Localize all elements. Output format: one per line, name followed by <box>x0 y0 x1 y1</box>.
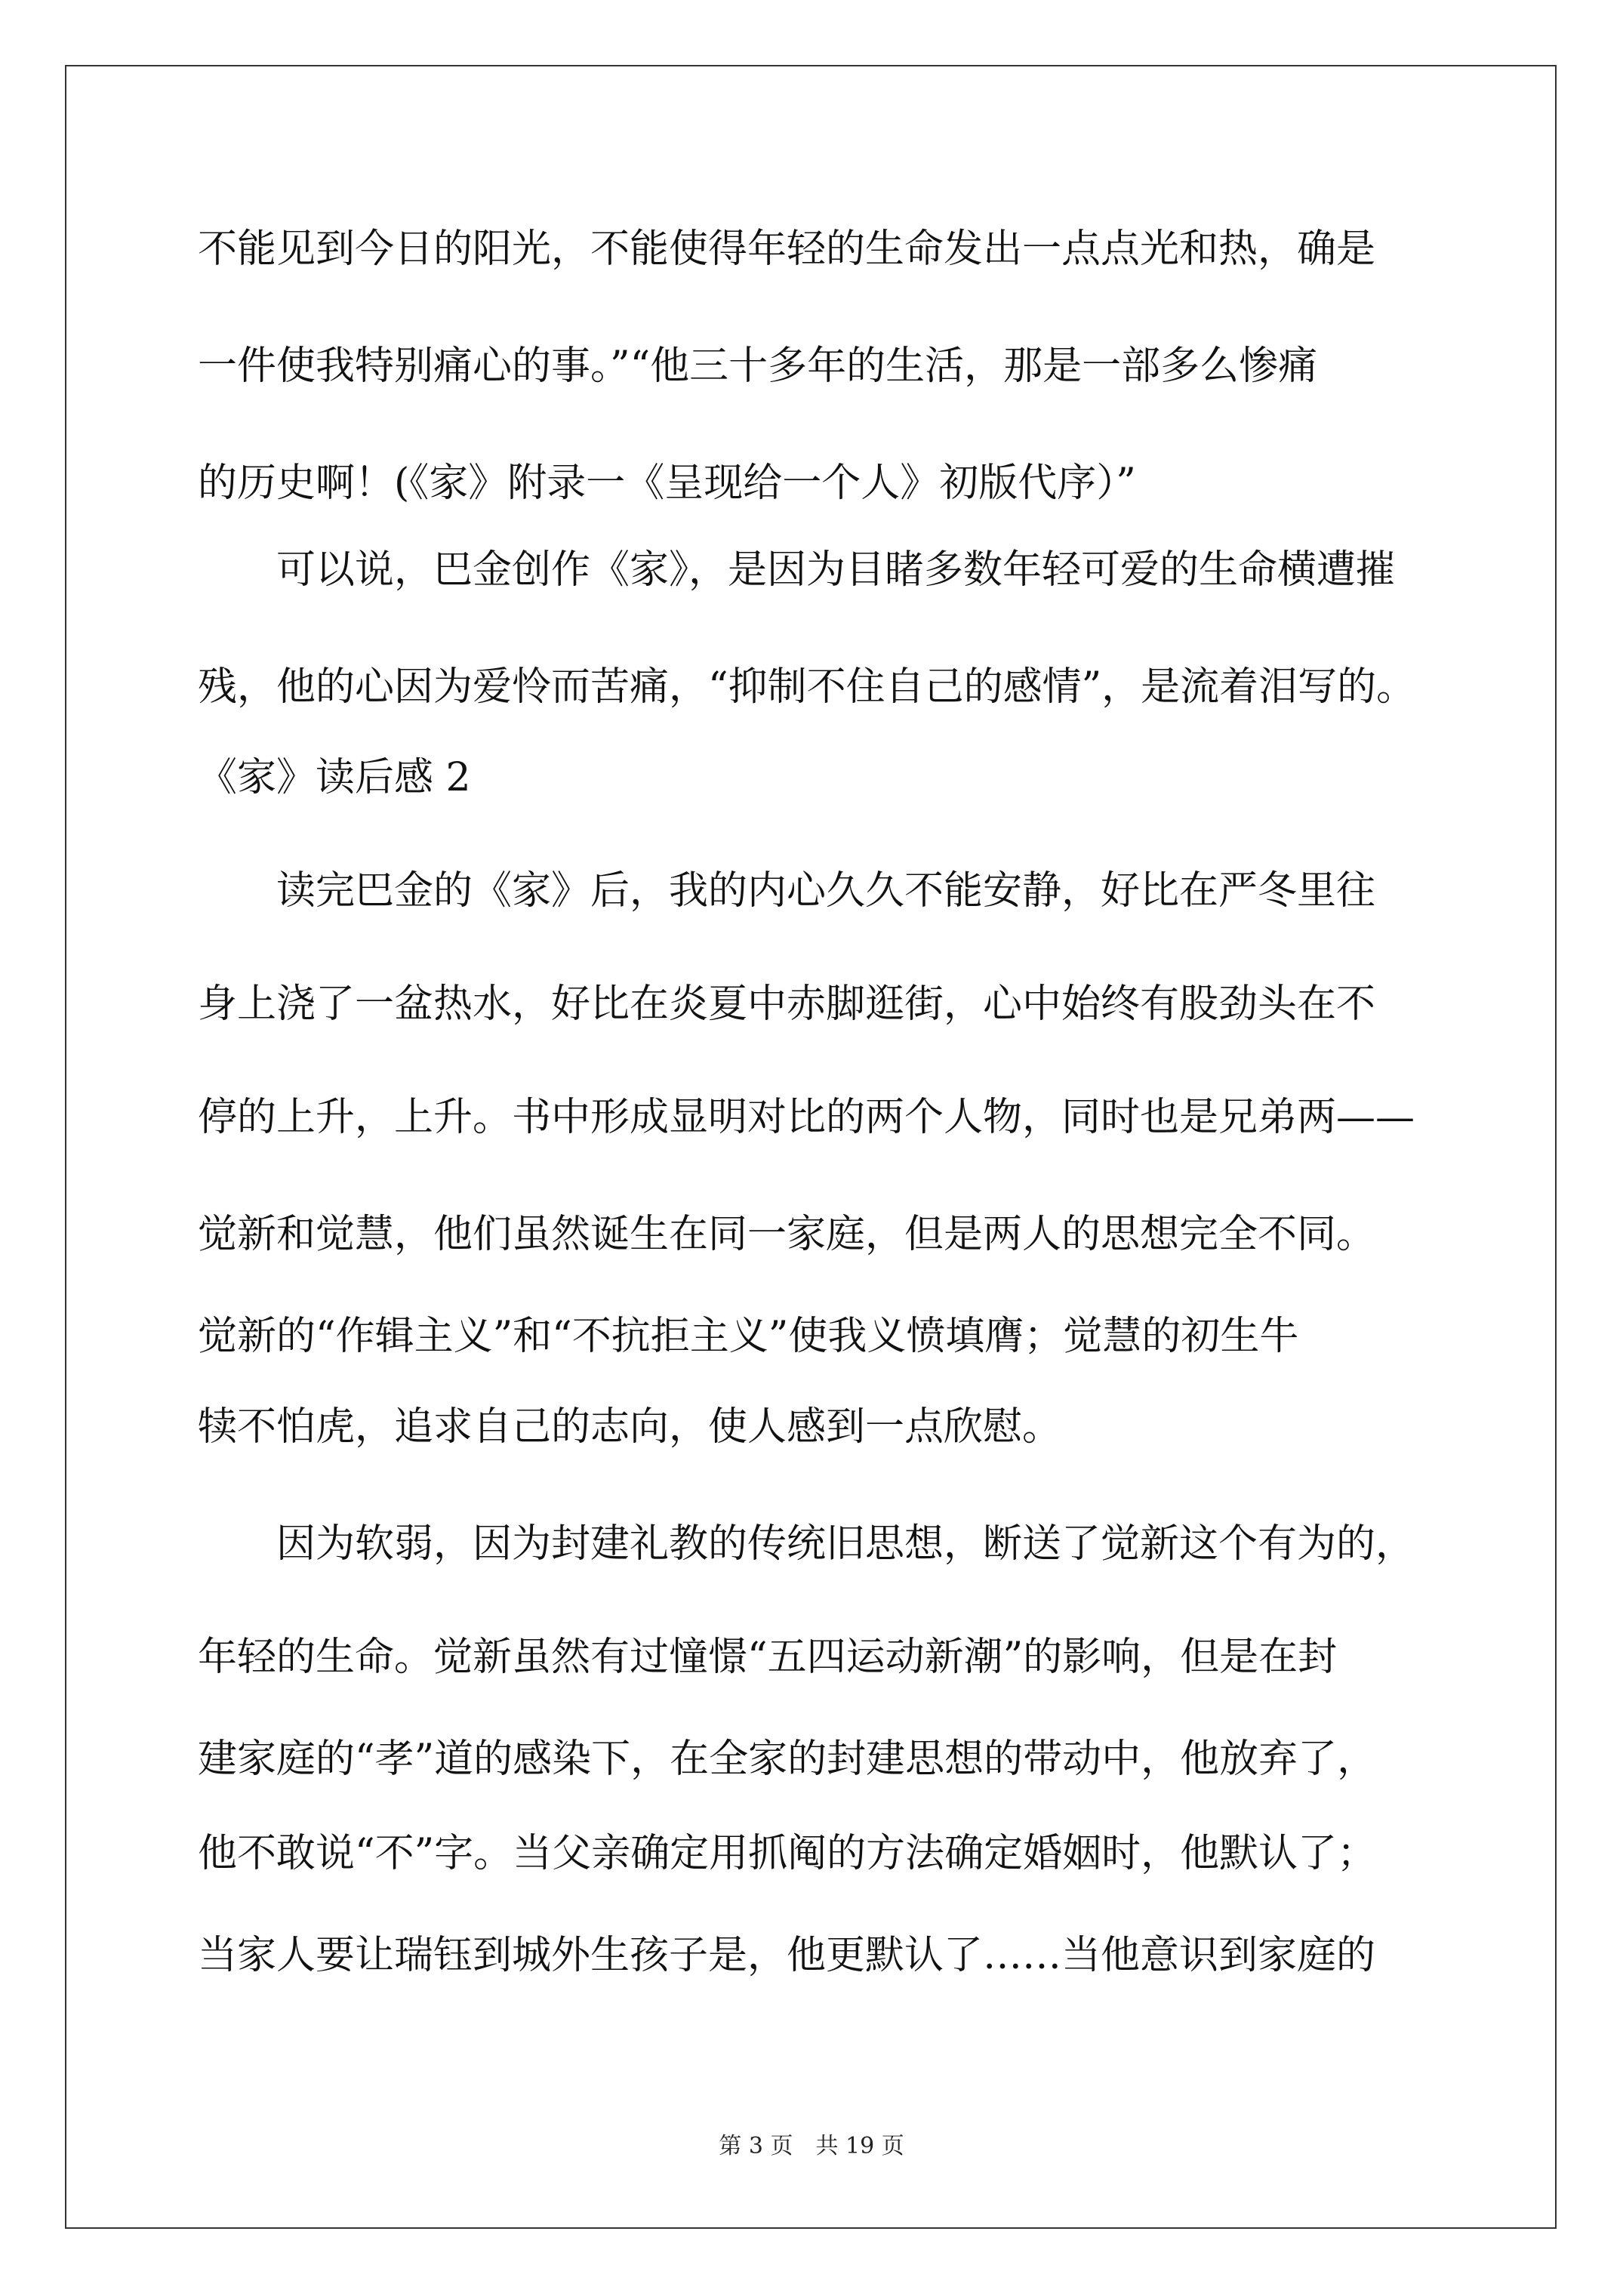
text-line: 停的上升，上升。书中形成显明对比的两个人物，同时也是兄弟两—— <box>198 1095 1415 1140</box>
text-line: 当家人要让瑞钰到城外生孩子是，他更默认了……当他意识到家庭的 <box>198 1933 1376 1978</box>
page-border <box>65 65 1557 2229</box>
text-line: 身上浇了一盆热水，好比在炎夏中赤脚逛街，心中始终有股劲头在不 <box>198 982 1376 1027</box>
text-line: 觉新和觉慧，他们虽然诞生在同一家庭，但是两人的思想完全不同。 <box>198 1212 1376 1257</box>
text-line: 犊不怕虎，追求自己的志向，使人感到一点欣慰。 <box>198 1404 1062 1450</box>
text-line: 残，他的心因为爱怜而苦痛，“抑制不住自己的感情”，是流着泪写的。 <box>198 664 1416 710</box>
section-heading: 《家》读后感 2 <box>198 755 471 800</box>
text-line: 觉新的“作辑主义”和“不抗拒主义”使我义愤填膺；觉慧的初生牛 <box>198 1314 1299 1359</box>
text-line: 他不敢说“不”字。当父亲确定用抓阄的方法确定婚姻时，他默认了； <box>198 1831 1377 1876</box>
text-line: 年轻的生命。觉新虽然有过憧憬“五四运动新潮”的影响，但是在封 <box>198 1635 1338 1680</box>
page-number: 第 3 页 共 19 页 <box>719 2133 904 2159</box>
paragraph-first-line: 因为软弱，因为封建礼教的传统旧思想，断送了觉新这个有为的， <box>276 1521 1415 1567</box>
text-line: 建家庭的“孝”道的感染下，在全家的封建思想的带动中，他放弃了， <box>198 1737 1377 1782</box>
text-line: 的历史啊！(《家》附录一《呈现给一个人》初版代序）” <box>198 461 1136 506</box>
paragraph-first-line: 可以说，巴金创作《家》，是因为目睹多数年轻可爱的生命横遭摧 <box>276 547 1396 593</box>
text-line: 一件使我特别痛心的事。”“他三十多年的生活，那是一部多么惨痛 <box>198 344 1318 389</box>
paragraph-first-line: 读完巴金的《家》后，我的内心久久不能安静，好比在严冬里往 <box>276 868 1376 914</box>
text-line: 不能见到今日的阳光，不能使得年轻的生命发出一点点光和热，确是 <box>198 227 1376 272</box>
